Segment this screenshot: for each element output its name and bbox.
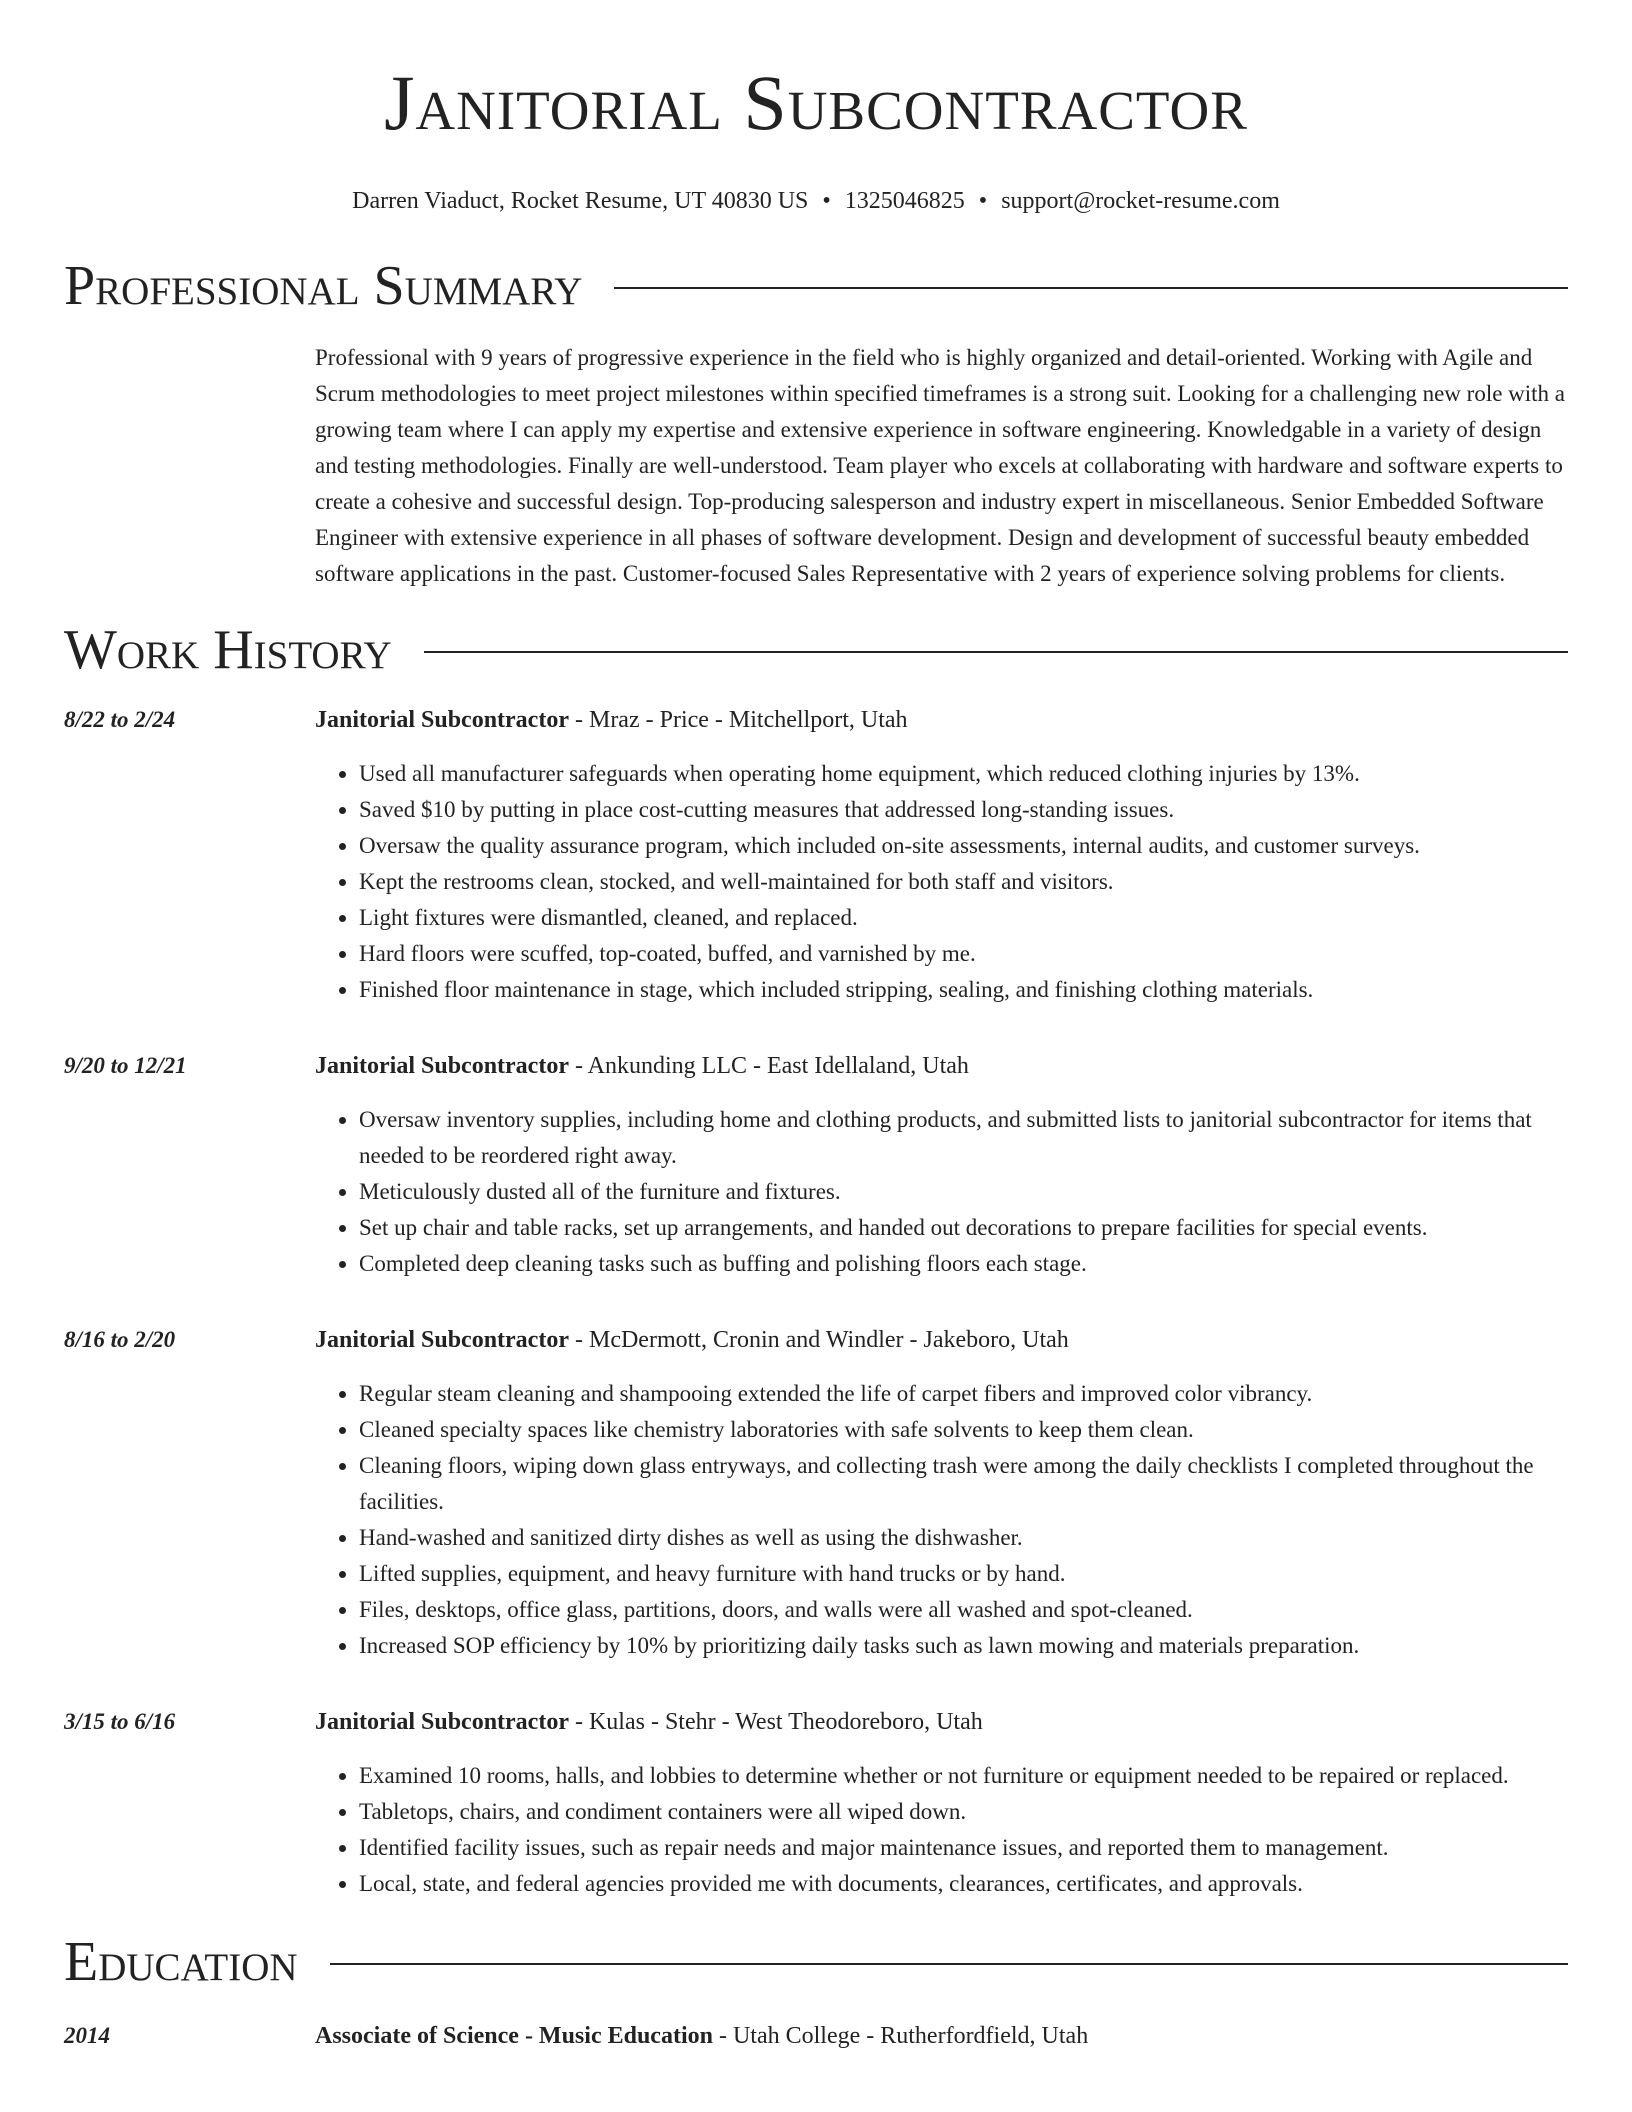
job-body — [315, 1048, 1568, 1282]
section-heading-work-history: Work History — [64, 619, 392, 681]
job-bullet: • Used all manufacturer safeguards when operating home equipment, which reduced clothing injuries by 13%. — [359, 756, 1568, 792]
section-work-history — [64, 620, 1568, 680]
job-bullet: • Lifted supplies, equipment, and heavy furniture with hand trucks or by hand. — [359, 1556, 1568, 1592]
contact-email: support@rocket-resume.com — [1001, 188, 1280, 214]
job-bullet: • Saved $10 by putting in place cost-cutting measures that addressed long-standing issues. — [359, 792, 1568, 828]
section-divider — [614, 287, 1568, 289]
contact-phone: 1325046825 — [844, 188, 965, 214]
job-bullet: • Local, state, and federal agencies provided me with documents, clearances, certificates, and approvals. — [359, 1866, 1568, 1902]
job-bullet: • Regular steam cleaning and shampooing extended the life of carpet fibers and improved color vibrancy. — [359, 1376, 1568, 1412]
job-bullet: • Increased SOP efficiency by 10% by prioritizing daily tasks such as lawn mowing and materials preparation. — [359, 1628, 1568, 1664]
job-title-line — [315, 1322, 1568, 1358]
job-title-line — [315, 702, 1568, 738]
job-bullet: • Hand-washed and sanitized dirty dishes as well as using the dishwasher. — [359, 1520, 1568, 1556]
job-dates: 9/20 to 12/21 — [64, 1053, 187, 1078]
job-dates: 3/15 to 6/16 — [64, 1709, 176, 1734]
job-bullet: • Examined 10 rooms, halls, and lobbies to determine whether or not furniture or equipment needed to be repaired or replaced. — [359, 1758, 1568, 1794]
job-bullet-list — [315, 1758, 1568, 1902]
job-bullet: • Files, desktops, office glass, partitions, doors, and walls were all washed and spot-cleaned. — [359, 1592, 1568, 1628]
work-history-list — [0, 702, 1632, 1902]
job-bullet: • Oversaw inventory supplies, including home and clothing products, and submitted lists to janitorial subcontractor for items that needed to be reordered right away. — [359, 1102, 1568, 1174]
education-body — [315, 2018, 1568, 2054]
education-school-location: - Utah College - Rutherfordfield, Utah — [712, 2023, 1089, 2049]
section-heading-summary: Professional Summary — [64, 255, 583, 317]
job-bullet: • Finished floor maintenance in stage, which included stripping, sealing, and finishing clothing materials. — [359, 972, 1568, 1008]
section-heading-education: Education — [64, 1931, 298, 1993]
summary-text: Professional with 9 years of progressive experience in the field who is highly organized and detail-oriented. Working with Agile and Scrum methodologies to meet project milestones within specified timeframes is a strong suit. Looking for a challenging new role with a growing team where I can apply my expertise and extensive experience in software engineering. Knowledgable in a variety of design and testing methodologies. Finally are well-understood. Team player who excels at collaborating with hardware and software experts to create a cohesive and successful design. Top-producing salesperson and industry expert in miscellaneous. Senior Embedded Software Engineer with extensive experience in all phases of software development. Design and development of successful beauty embedded software applications in the past. Customer-focused Sales Representative with 2 years of experience solving problems for clients. — [315, 345, 1566, 586]
job-bullet: • Cleaned specialty spaces like chemistry laboratories with safe solvents to keep them clean. — [359, 1412, 1568, 1448]
job-title: Janitorial Subcontractor — [315, 1327, 569, 1353]
job-employer-location: - McDermott, Cronin and Windler - Jakeboro, Utah — [568, 1327, 1069, 1353]
job-entry — [64, 1322, 1568, 1664]
section-divider — [424, 651, 1568, 653]
job-entry — [64, 1048, 1568, 1282]
job-bullet: • Cleaning floors, wiping down glass entryways, and collecting trash were among the daily checklists I completed throughout the facilities. — [359, 1448, 1568, 1520]
section-summary — [64, 256, 1568, 316]
job-bullet-list — [315, 1102, 1568, 1282]
contact-separator: • — [822, 188, 831, 214]
job-entry — [64, 1704, 1568, 1902]
job-title: Janitorial Subcontractor — [315, 1053, 569, 1079]
education-list — [0, 2018, 1632, 2054]
contact-separator: • — [978, 188, 988, 214]
job-bullet: • Set up chair and table racks, set up arrangements, and handed out decorations to prepare facilities for special events. — [359, 1210, 1568, 1246]
job-bullet: • Meticulously dusted all of the furniture and fixtures. — [359, 1174, 1568, 1210]
section-divider — [330, 1963, 1568, 1965]
job-bullet: • Kept the restrooms clean, stocked, and well-maintained for both staff and visitors. — [359, 864, 1568, 900]
job-body — [315, 702, 1568, 1008]
job-bullet: • Light fixtures were dismantled, cleaned, and replaced. — [359, 900, 1568, 936]
job-employer-location: - Kulas - Stehr - West Theodoreboro, Utah — [568, 1709, 983, 1735]
job-title: Janitorial Subcontractor — [315, 707, 569, 733]
education-year: 2014 — [64, 2023, 110, 2048]
job-dates: 8/16 to 2/20 — [64, 1327, 176, 1352]
job-bullet-list — [315, 756, 1568, 1008]
section-education — [64, 1932, 1568, 1992]
job-body — [315, 1322, 1568, 1664]
job-employer-location: - Ankunding LLC - East Idellaland, Utah — [568, 1053, 969, 1079]
job-bullet: • Completed deep cleaning tasks such as buffing and polishing floors each stage. — [359, 1246, 1568, 1282]
job-title: Janitorial Subcontractor — [315, 1709, 569, 1735]
job-bullet: • Oversaw the quality assurance program, which included on-site assessments, internal audits, and customer surveys. — [359, 828, 1568, 864]
education-degree: Associate of Science - Music Education — [315, 2023, 713, 2049]
education-entry — [64, 2018, 1568, 2054]
job-entry — [64, 702, 1568, 1008]
job-bullet: • Hard floors were scuffed, top-coated, buffed, and varnished by me. — [359, 936, 1568, 972]
education-title-line — [315, 2018, 1568, 2054]
job-bullet: • Identified facility issues, such as repair needs and major maintenance issues, and reported them to management. — [359, 1830, 1568, 1866]
job-title-line — [315, 1048, 1568, 1084]
job-bullet: • Tabletops, chairs, and condiment containers were all wiped down. — [359, 1794, 1568, 1830]
job-bullet-list — [315, 1376, 1568, 1664]
job-title-line — [315, 1704, 1568, 1740]
contact-address: Darren Viaduct, Rocket Resume, UT 40830 US — [352, 188, 809, 214]
job-dates: 8/22 to 2/24 — [64, 707, 176, 732]
job-body — [315, 1704, 1568, 1902]
resume-title: Janitorial Subcontractor — [384, 59, 1248, 146]
contact-line — [0, 186, 1632, 216]
job-employer-location: - Mraz - Price - Mitchellport, Utah — [568, 707, 908, 733]
